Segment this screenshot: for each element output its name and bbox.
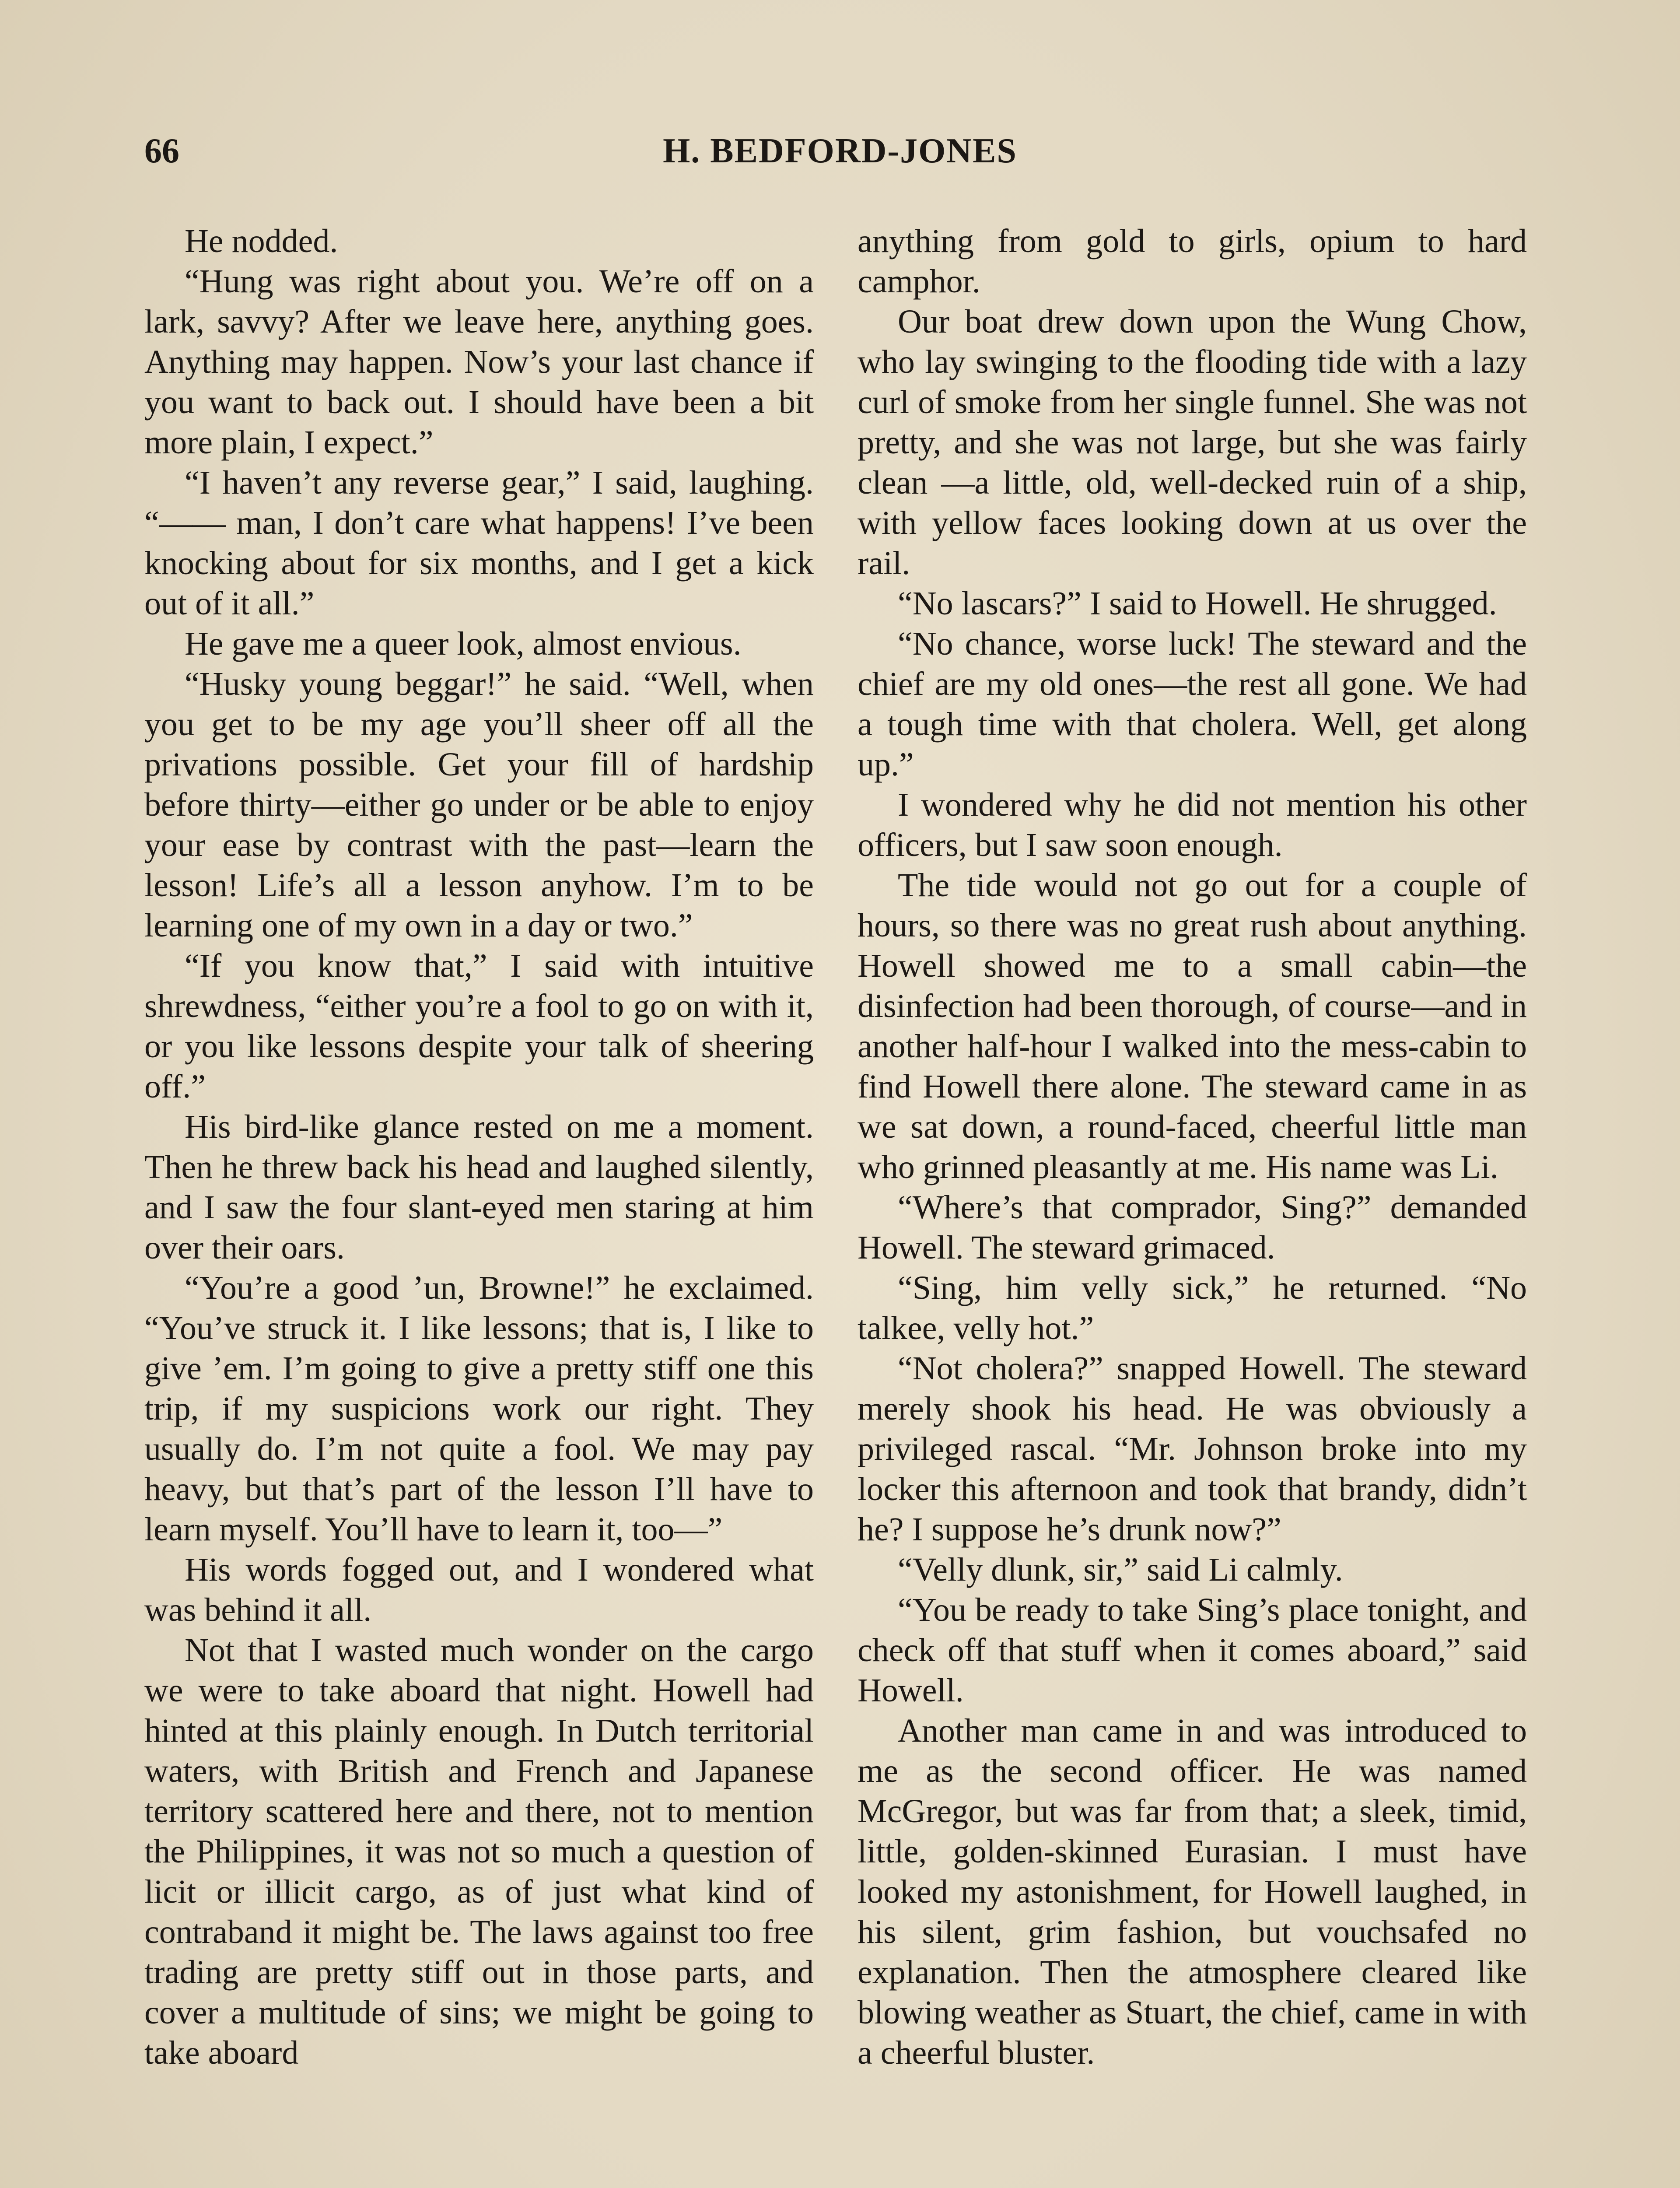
running-head: H. BEDFORD-JONES [663,132,1017,170]
paragraph: “Not cholera?” snapped Howell. The steward merely shook his head. He was obviously a privileged rascal. “Mr. Johnson broke into my locker this afternoon and took that brandy, didn’t he? I suppose he’s drunk now?” [858,1350,1527,1548]
paragraph: “Velly dlunk, sir,” said Li calmly. [898,1551,1343,1588]
paragraph: “No chance, worse luck! The steward and the chief are my old ones—the rest all gone. We had a tough time with that cholera. Well, get along up.” [858,625,1527,783]
paragraph: “You be ready to take Sing’s place tonight, and check off that stuff when it comes aboard,” said Howell. [858,1592,1527,1709]
paragraph: Not that I wasted much wonder on the cargo we were to take aboard that night. Howell had hinted at this plainly enough. In Dutch territorial waters, with British and French and Japanese territory scattered here and there, not to mention the Philippines, it was not so much a question of licit or illicit cargo, as of just what kind of contraband it might be. The laws against too free trading are pretty stiff out in those parts, and cover a multitude of sins; we might be going to take aboard [144,1632,814,2071]
page-header [144,127,1536,184]
paragraph: He gave me a queer look, almost envious. [185,625,742,662]
paragraph: “Where’s that comprador, Sing?” demanded Howell. The steward grimaced. [858,1189,1527,1266]
paragraph: His words fogged out, and I wondered what was behind it all. [144,1551,814,1628]
paragraph: He nodded. [185,223,338,259]
paragraph: His bird-like glance rested on me a moment. Then he threw back his head and laughed silently, and I saw the four slant-eyed men staring at him over their oars. [144,1108,814,1266]
left-column [144,221,814,2073]
page-number: 66 [144,132,179,170]
paragraph: “Hung was right about you. We’re off on a lark, savvy? After we leave here, anything goes. Anything may happen. Now’s your last chance if you want to back out. I should have been a bit more plain, I expect.” [144,263,814,461]
paragraph: “Husky young beggar!” he said. “Well, when you get to be my age you’ll sheer off all the privations possible. Get your fill of hardship before thirty—either go under or be able to enjoy your ease by contrast with the past—learn the lesson! Life’s all a lesson anyhow. I’m to be learning one of my own in a day or two.” [144,666,814,944]
right-column [858,221,1527,2073]
paragraph: The tide would not go out for a couple of hours, so there was no great rush about anything. Howell showed me to a small cabin—the disinfection had been thorough, of course—and in another half-hour I walked into the mess-cabin to find Howell there alone. The steward came in as we sat down, a round-faced, cheerful little man who grinned pleasantly at me. His name was Li. [858,867,1527,1185]
paragraph: I wondered why he did not mention his other officers, but I saw soon enough. [858,786,1527,863]
paragraph: “No lascars?” I said to Howell. He shrugged. [898,585,1497,622]
paragraph: “I haven’t any reverse gear,” I said, laughing. “—— man, I don’t care what happens! I’ve been knocking about for six months, and I get a kick out of it all.” [144,464,814,622]
paragraph: “If you know that,” I said with intuitive shrewdness, “either you’re a fool to go on with it, or you like lessons despite your talk of sheering off.” [144,947,814,1105]
paragraph: Our boat drew down upon the Wung Chow, who lay swinging to the flooding tide with a lazy curl of smoke from her single funnel. She was not pretty, and she was not large, but she was fairly clean —a little, old, well-decked ruin of a ship, with yellow faces looking down at us over the rail. [858,303,1527,582]
paragraph: “You’re a good ’un, Browne!” he exclaimed. “You’ve struck it. I like lessons; that is, I like to give ’em. I’m going to give a pretty stiff one this trip, if my suspicions work our right. They usually do. I’m not quite a fool. We may pay heavy, but that’s part of the lesson I’ll have to learn myself. You’ll have to learn it, too—” [144,1269,814,1548]
paragraph: Another man came in and was introduced to me as the second officer. He was named McGregor, but was far from that; a sleek, timid, little, golden-skinned Eurasian. I must have looked my astonishment, for Howell laughed, in his silent, grim fashion, but vouchsafed no explanation. Then the atmosphere cleared like blowing weather as Stuart, the chief, came in with a cheerful bluster. [858,1712,1527,2071]
paragraph: “Sing, him velly sick,” he returned. “No talkee, velly hot.” [858,1269,1527,1346]
paragraph-continued: anything from gold to girls, opium to hard camphor. [858,223,1527,300]
